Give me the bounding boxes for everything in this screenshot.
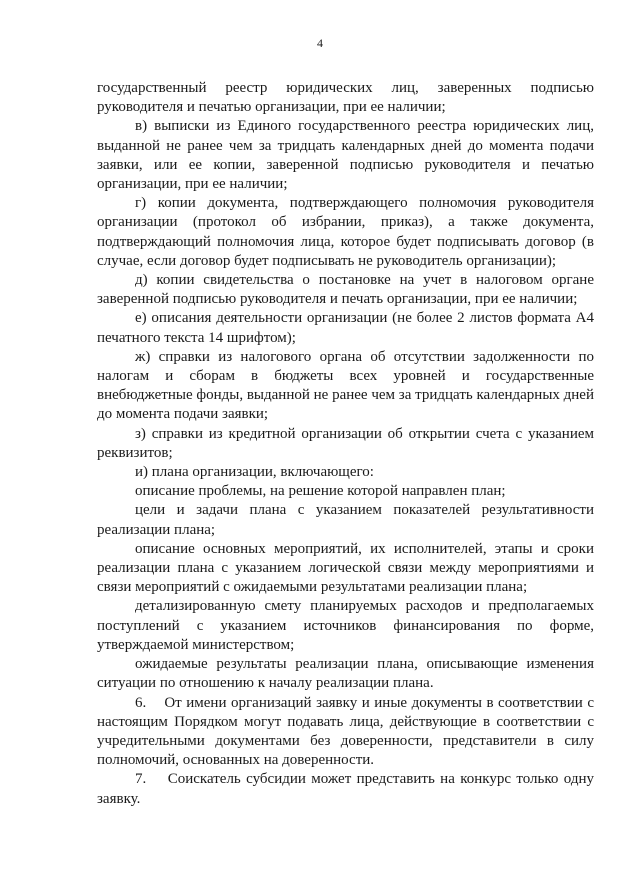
paragraph: цели и задачи плана с указанием показателей результативности реализации плана;	[97, 502, 594, 538]
paragraph: з) справки из кредитной организации об открытии счета с указанием реквизитов;	[97, 425, 594, 461]
paragraph: е) описания деятельности организации (не более 2 листов формата А4 печатного текста 14 шрифтом);	[97, 310, 594, 346]
paragraph: 7. Соискатель субсидии может представить на конкурс только одну заявку.	[97, 771, 594, 807]
paragraph: государственный реестр юридических лиц, заверенных подписью руководителя и печатью организации, при ее наличии;	[97, 80, 594, 116]
paragraph: ожидаемые результаты реализации плана, описывающие изменения ситуации по отношению к началу реализации плана.	[97, 656, 594, 692]
document-body	[97, 79, 594, 809]
paragraph: 6. От имени организаций заявку и иные документы в соответствии с настоящим Порядком могут подавать лица, действующие в соответствии с учредительными документами без доверенности, представители в силу полномочий, основанных на доверенности.	[97, 694, 594, 769]
paragraph: д) копии свидетельства о постановке на учет в налоговом органе заверенной подписью руководителя и печать организации, при ее наличии;	[97, 272, 594, 308]
paragraph: ж) справки из налогового органа об отсутствии задолженности по налогам и сборам в бюджеты всех уровней и государственные внебюджетные фонды, выданной не ранее чем за тридцать календарных дней до момента подачи заявки;	[97, 348, 594, 423]
page-number: 4	[317, 36, 323, 50]
paragraph: и) плана организации, включающего:	[135, 464, 374, 481]
paragraph: г) копии документа, подтверждающего полномочия руководителя организации (протокол об избрании, приказ), а также документа, подтверждающий полномочия лица, которое будет подписывать договор (в случае, если договор будет подписывать не руководитель организации);	[97, 195, 594, 269]
paragraph: описание проблемы, на решение которой направлен план;	[135, 483, 506, 500]
paragraph: детализированную смету планируемых расходов и предполагаемых поступлений с указанием источников финансирования по форме, утверждаемой министерством;	[97, 598, 594, 653]
paragraph: описание основных мероприятий, их исполнителей, этапы и сроки реализации плана с указанием логической связи между мероприятиями и связи мероприятий с ожидаемыми результатами реализации плана;	[97, 540, 594, 596]
paragraph: в) выписки из Единого государственного реестра юридических лиц, выданной не ранее чем за тридцать календарных дней до момента подачи заявки, или ее копии, заверенной подписью руководителя и печатью организации, при ее наличии;	[97, 118, 594, 193]
